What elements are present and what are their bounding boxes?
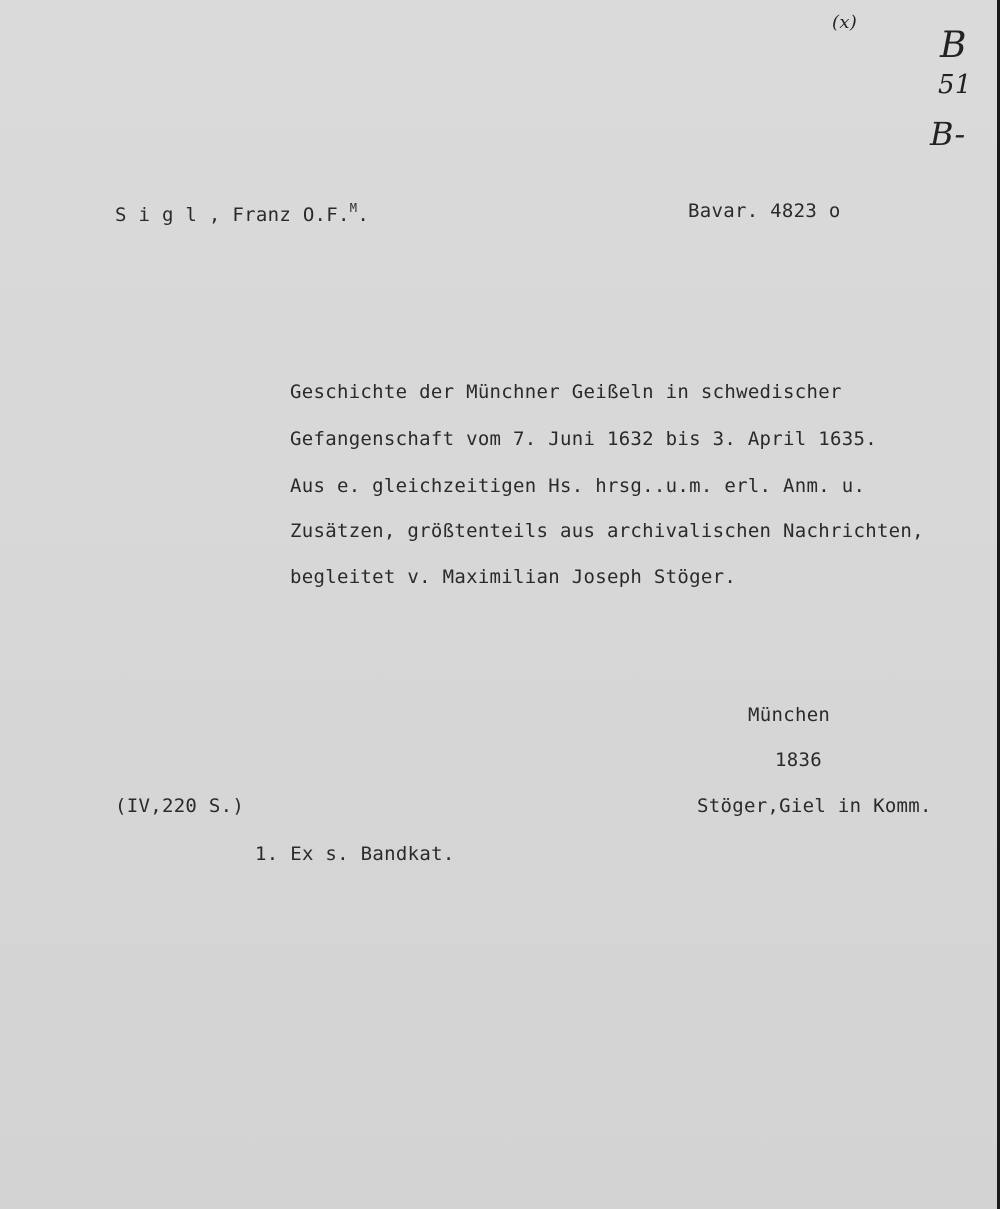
title-line-4: Zusätzen, größtenteils aus archivalischen Nachrichten,	[290, 520, 924, 542]
imprint-place: München	[748, 704, 831, 726]
author-end: .	[357, 204, 370, 226]
author-heading	[115, 202, 369, 225]
title-line-3: Aus e. gleichzeitigen Hs. hrsg..u.m. erl. Anm. u.	[290, 475, 866, 497]
imprint-year: 1836	[775, 749, 822, 771]
imprint-publisher: Stöger,Giel in Komm.	[697, 795, 932, 817]
title-line-5: begleitet v. Maximilian Joseph Stöger.	[290, 566, 737, 588]
handwritten-mark-51: 51	[938, 70, 972, 100]
handwritten-mark-x: (x)	[832, 12, 858, 33]
title-line-2: Gefangenschaft vom 7. Juni 1632 bis 3. April 1635.	[290, 428, 877, 450]
handwritten-mark-b: B	[940, 25, 967, 66]
collation: (IV,220 S.)	[115, 795, 245, 817]
author-name: S i g l , Franz O.F.	[115, 204, 350, 226]
shelfmark: Bavar. 4823 o	[688, 200, 841, 222]
title-line-1: Geschichte der Münchner Geißeln in schwedischer	[290, 381, 842, 403]
author-order-superscript: M	[349, 201, 358, 215]
handwritten-mark-b-dash: B-	[930, 115, 966, 153]
copy-note: 1. Ex s. Bandkat.	[255, 843, 455, 865]
